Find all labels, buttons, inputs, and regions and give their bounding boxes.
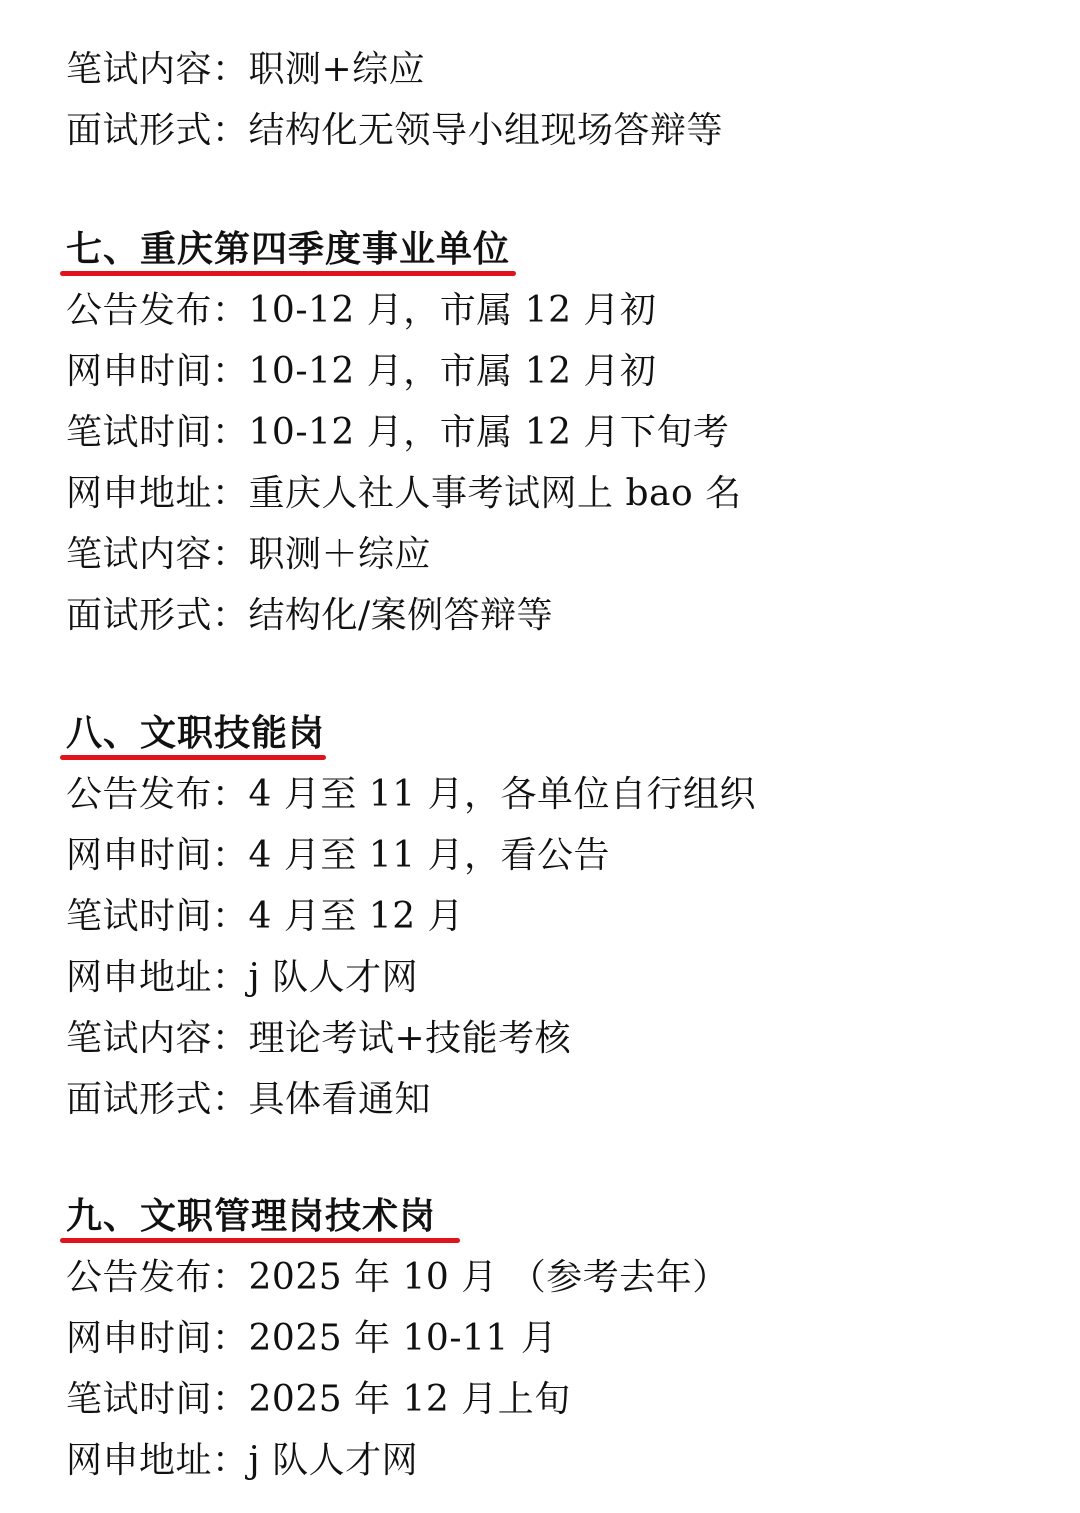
field-value: 10-12 月，市属 12 月初 bbox=[248, 351, 657, 392]
field-value: 2025 年 10-11 月 bbox=[248, 1318, 558, 1359]
field-value: 10-12 月，市属 12 月下旬考 bbox=[248, 412, 730, 453]
section-row bbox=[66, 405, 729, 461]
section-row bbox=[66, 1011, 571, 1067]
field-value: 重庆人社人事考试网上 bao 名 bbox=[248, 473, 742, 514]
field-label: 面试形式： bbox=[66, 1079, 249, 1120]
field-label: 网申地址： bbox=[66, 1440, 249, 1481]
field-label: 网申时间： bbox=[66, 351, 249, 392]
field-label: 公告发布： bbox=[66, 774, 249, 815]
field-label: 笔试内容： bbox=[66, 1018, 249, 1059]
section-title: 七、重庆第四季度事业单位 bbox=[66, 229, 511, 270]
field-value: 10-12 月，市属 12 月初 bbox=[248, 290, 657, 331]
field-value: 职测+综应 bbox=[248, 49, 426, 90]
field-value: 4 月至 11 月，各单位自行组织 bbox=[248, 774, 757, 815]
heading-underline bbox=[60, 1238, 460, 1243]
field-label: 笔试内容： bbox=[66, 534, 249, 575]
field-value: 2025 年 10 月 （参考去年） bbox=[248, 1257, 729, 1298]
section-row bbox=[66, 466, 742, 522]
section-row bbox=[66, 527, 431, 583]
intro-line bbox=[66, 42, 425, 98]
field-value: 职测＋综应 bbox=[248, 534, 432, 575]
field-label: 公告发布： bbox=[66, 1257, 249, 1298]
field-value: 理论考试+技能考核 bbox=[248, 1018, 572, 1059]
section-row bbox=[66, 344, 656, 400]
field-label: 网申地址： bbox=[66, 957, 249, 998]
heading-underline bbox=[60, 271, 516, 276]
field-label: 网申时间： bbox=[66, 835, 249, 876]
field-label: 面试形式： bbox=[66, 110, 249, 151]
field-label: 网申时间： bbox=[66, 1318, 249, 1359]
section-row bbox=[66, 950, 418, 1006]
section-row bbox=[66, 828, 610, 884]
field-value: j 队人才网 bbox=[248, 957, 419, 998]
section-title: 八、文职技能岗 bbox=[66, 713, 326, 754]
field-value: j 队人才网 bbox=[248, 1440, 419, 1481]
section-row bbox=[66, 767, 756, 823]
section-row bbox=[66, 588, 553, 644]
field-value: 结构化/案例答辩等 bbox=[248, 595, 554, 636]
section-row bbox=[66, 1250, 729, 1306]
field-label: 网申地址： bbox=[66, 473, 249, 514]
section-row bbox=[66, 1433, 418, 1489]
section-row bbox=[66, 1311, 557, 1367]
field-value: 具体看通知 bbox=[248, 1079, 432, 1120]
section-heading bbox=[66, 1189, 436, 1245]
section-row bbox=[66, 1072, 431, 1128]
field-label: 笔试时间： bbox=[66, 896, 249, 937]
field-label: 笔试内容： bbox=[66, 49, 249, 90]
section-title: 九、文职管理岗技术岗 bbox=[66, 1196, 437, 1237]
intro-line bbox=[66, 103, 723, 159]
field-value: 2025 年 12 月上旬 bbox=[248, 1379, 571, 1420]
section-heading bbox=[66, 222, 510, 278]
field-value: 4 月至 12 月 bbox=[248, 896, 465, 937]
field-label: 面试形式： bbox=[66, 595, 249, 636]
field-label: 笔试时间： bbox=[66, 1379, 249, 1420]
field-value: 4 月至 11 月，看公告 bbox=[248, 835, 611, 876]
heading-underline bbox=[60, 755, 326, 760]
field-value: 结构化无领导小组现场答辩等 bbox=[248, 110, 724, 151]
section-row bbox=[66, 283, 656, 339]
field-label: 公告发布： bbox=[66, 290, 249, 331]
section-row bbox=[66, 1372, 571, 1428]
field-label: 笔试时间： bbox=[66, 412, 249, 453]
section-heading bbox=[66, 706, 325, 762]
section-row bbox=[66, 889, 464, 945]
